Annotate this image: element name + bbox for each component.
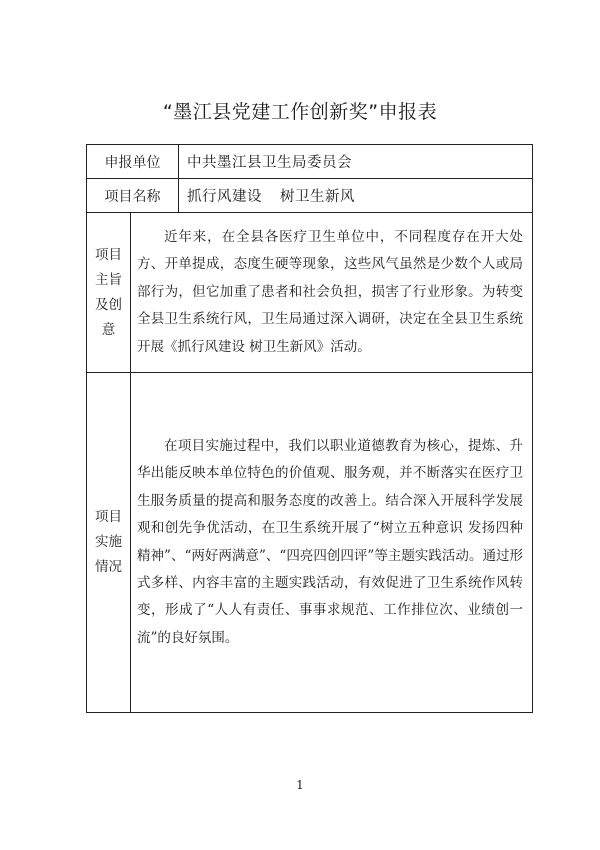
project-name-row	[87, 179, 533, 213]
implementation-label-line: 项目	[95, 509, 122, 525]
implementation-label	[87, 373, 131, 713]
purpose-label-line: 及创	[95, 296, 122, 313]
project-name-part2: 树卫生新风	[280, 189, 355, 205]
implementation-label-line: 情况	[95, 559, 122, 575]
purpose-row	[87, 213, 533, 373]
implementation-text: 在项目实施过程中，我们以职业道德教育为核心，提炼、升华出能反映本单位特色的价值观、服务观，并不断落实在医疗卫生服务质量的提高和服务态度的改善上。结合深入开展科学发展观和创先争优活动，在卫生系统开展了“树立五种意识 发扬四种精神”、“两好两满意”、“四亮四创四评”等主题实践活动。通过形式多样、内容丰富的主题实践活动，有效促进了卫生系统作风转变，形成了“人人有责任、事事求规范、工作排位次、业绩创一流”的良好氛围。	[137, 437, 523, 646]
form-title: “墨江县党建工作创新奖”申报表	[162, 101, 438, 123]
unit-row	[87, 145, 533, 179]
unit-value: 中共墨江县卫生局委员会	[179, 145, 533, 179]
purpose-label	[87, 213, 131, 373]
purpose-label-line: 项目	[95, 246, 122, 263]
unit-label: 申报单位	[87, 145, 179, 179]
project-name-part1: 抓行风建设	[187, 189, 262, 205]
page-number: 1	[296, 778, 304, 792]
implementation-label-line: 实施	[95, 534, 122, 550]
purpose-label-line: 意	[101, 321, 116, 338]
implementation-row	[87, 373, 533, 713]
purpose-text: 近年来，在全县各医疗卫生单位中，不同程度存在开大处方、开单提成，态度生硬等现象，这些风气虽然是少数个人或局部行为，但它加重了患者和社会负担，损害了行业形象。为转变全县卫生系统行风，卫生局通过深入调研，决定在全县卫生系统开展《抓行风建设 树卫生新风》活动。	[137, 228, 523, 355]
implementation-content	[131, 373, 533, 713]
purpose-label-line: 主旨	[95, 271, 122, 288]
application-form-table	[86, 144, 533, 713]
project-name-value	[179, 179, 533, 213]
project-name-label: 项目名称	[87, 179, 179, 213]
purpose-content	[131, 213, 533, 373]
